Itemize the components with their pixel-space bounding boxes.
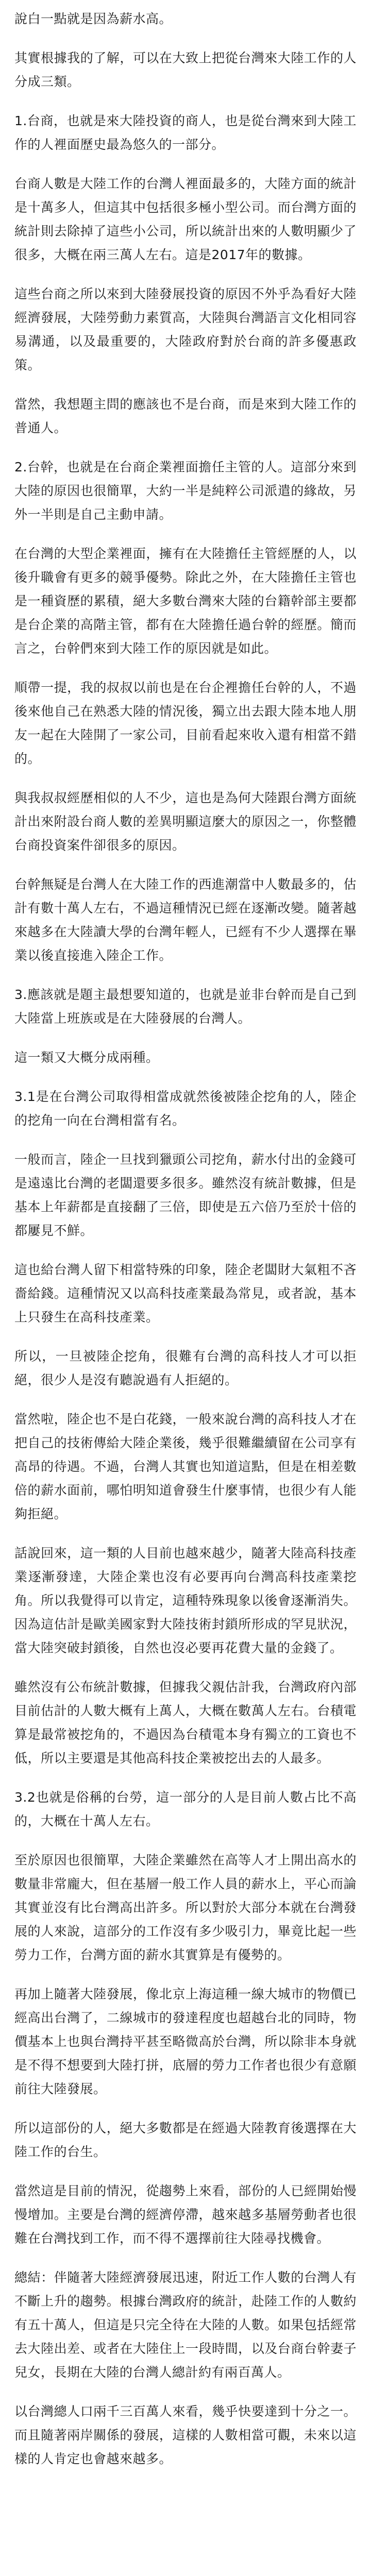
paragraph: 雖然沒有公布統計數據，但據我父親估計我，台灣政府內部目前估計的人數大概有上萬人，大概在數萬人左右。台積電算是最常被挖角的，不過因為台積電本身有獨立的工資也不低，所以主要還是其他高科技企業被挖出去的人最多。 (14, 1680, 357, 1766)
paragraph: 3.應該就是題主最想要知道的，也就是並非台幹而是自己到大陸當上班族或是在大陸發展的台灣人。 (14, 987, 357, 1026)
paragraph: 其實根據我的了解，可以在大致上把從台灣來大陸工作的人分成三類。 (14, 50, 357, 89)
paragraph: 2.台幹，也就是在台商企業裡面擔任主管的人。這部分來到大陸的原因也很簡單，大約一半是純粹公司派遣的緣故，另外一半則是自己主動申請。 (14, 460, 357, 522)
paragraph: 所以，一旦被陸企挖角，很難有台灣的高科技人才可以拒絕，很少人是沒有聽說過有人拒絕的。 (14, 1349, 357, 1387)
paragraph: 再加上隨著大陸發展，像北京上海這種一線大城市的物價已經高出台灣了，二線城市的發達程度也超越台北的同時，物價基本上也與台灣持平甚至略微高於台灣，所以除非本身就是不得不想要到大陸打拼，底層的勞力工作者也很少有意願前往大陸發展。 (14, 1987, 357, 2096)
paragraph: 1.台商，也就是來大陸投資的商人，也是從台灣來到大陸工作的人裡面歷史最為悠久的一部分。 (14, 113, 357, 152)
paragraph: 當然啦，陸企也不是白花錢，一般來說台灣的高科技人才在把自己的技術傳給大陸企業後，幾乎很難繼續留在公司享有高昂的待遇。不過，台灣人其實也知道這點，但是在相差數倍的薪水面前，哪怕明知道會發生什麼事情，也很少有人能夠拒絕。 (14, 1412, 357, 1521)
paragraph: 3.1是在台灣公司取得相當成就然後被陸企挖角的人，陸企的挖角一向在台灣相當有名。 (14, 1089, 357, 1128)
paragraph: 當然，我想題主問的應該也不是台商，而是來到大陸工作的普通人。 (14, 397, 357, 435)
paragraph: 當然這是目前的情況，從趨勢上來看，部份的人已經開始慢慢增加。主要是台灣的經濟停滯，越來越多基層勞動者也很難在台灣找到工作，而不得不選擇前往大陸尋找機會。 (14, 2183, 357, 2246)
paragraph: 台商人數是大陸工作的台灣人裡面最多的，大陸方面的統計是十萬多人，但這其中包括很多極小型公司。而台灣方面的統計則去除掉了這些小公司，所以統計出來的人數明顯少了很多，大概在兩三萬人左右。這是2017年的數據。 (14, 176, 357, 262)
paragraph: 台幹無疑是台灣人在大陸工作的西進潮當中人數最多的，估計有數十萬人左右，不過這種情況已經在逐漸改變。隨著越來越多在大陸讀大學的台灣年輕人，已經有不少人選擇在畢業以後直接進入陸企工作。 (14, 877, 357, 963)
paragraph: 說白一點就是因為薪水高。 (14, 11, 173, 26)
paragraph: 所以這部份的人，絕大多數都是在經過大陸教育後選擇在大陸工作的台生。 (14, 2121, 357, 2159)
paragraph: 3.2也就是俗稱的台勞，這一部分的人是目前人數占比不高的，大概在十萬人左右。 (14, 1790, 357, 1828)
paragraph: 至於原因也很簡單，大陸企業雖然在高等人才上開出高水的數量非常龐大，但在基層一般工作人員的薪水上，平心而論其實並沒有比台灣高出許多。所以對於大部分本就在台灣發展的人來說，這部分的工作沒有多少吸引力，畢竟比起一些勞力工作，台灣方面的薪水其實算是有優勢的。 (14, 1853, 357, 1962)
paragraph: 一般而言，陸企一旦找到獵頭公司挖角，薪水付出的金錢可是遠遠比台灣的老闆還要多很多。雖然沒有統計數據，但是基本上年薪都是直接翻了三倍，即使是五六倍乃至於十倍的都屢見不鮮。 (14, 1152, 357, 1238)
paragraph: 與我叔叔經歷相似的人不少，這也是為何大陸跟台灣方面統計出來附設台商人數的差異明顯這麼大的原因之一，你整體台商投資案件卻很多的原因。 (14, 790, 357, 853)
paragraph: 這些台商之所以來到大陸發展投資的原因不外乎為看好大陸經濟發展，大陸勞動力素質高，大陸與台灣語言文化相同容易溝通，以及最重要的，大陸政府對於台商的許多優惠政策。 (14, 286, 357, 372)
paragraph: 以台灣總人口兩千三百萬人來看，幾乎快要達到十分之一。而且隨著兩岸關係的發展，這樣的人數相當可觀，未來以這樣的人肯定也會越來越多。 (14, 2404, 357, 2466)
paragraph: 這也給台灣人留下相當特殊的印象，陸企老闆財大氣粗不吝嗇給錢。這種情況又以高科技產業最為常見，或者說，基本上只發生在高科技產業。 (14, 1262, 357, 1325)
paragraph: 順帶一提，我的叔叔以前也是在台企裡擔任台幹的人，不過後來他自己在熟悉大陸的情況後，獨立出去跟大陸本地人朋友一起在大陸開了一家公司，目前看起來收入還有相當不錯的。 (14, 680, 357, 766)
paragraph: 這一類又大概分成兩種。 (14, 1050, 159, 1065)
paragraph: 總結：伴隨著大陸經濟發展迅速，附近工作人數的台灣人有不斷上升的趨勢。根據台灣政府的統計，赴陸工作的人數約有五十萬人，但這是只完全待在大陸的人數。如果包括經常去大陸出差、或者在大陸住上一段時間，以及台商台幹妻子兒女，長期在大陸的台灣人總計約有兩百萬人。 (14, 2270, 357, 2380)
paragraph: 話說回來，這一類的人目前也越來越少，隨著大陸高科技產業逐漸發達，大陸企業也沒有必要再向台灣高科技產業挖角。所以我覺得可以肯定，這種特殊現象以後會逐漸消失。因為這估計是歐美國家對大陸技術封鎖所形成的罕見狀況，當大陸突破封鎖後，自然也沒必要再花費大量的金錢了。 (14, 1546, 357, 1655)
paragraph: 在台灣的大型企業裡面，擁有在大陸擔任主管經歷的人，以後升職會有更多的競爭優勢。除此之外，在大陸擔任主管也是一種資歷的累積，絕大多數台灣來大陸的台籍幹部主要都是台企業的高階主管，都有在大陸擔任過台幹的經歷。簡而言之，台幹們來到大陸工作的原因就是如此。 (14, 546, 357, 656)
